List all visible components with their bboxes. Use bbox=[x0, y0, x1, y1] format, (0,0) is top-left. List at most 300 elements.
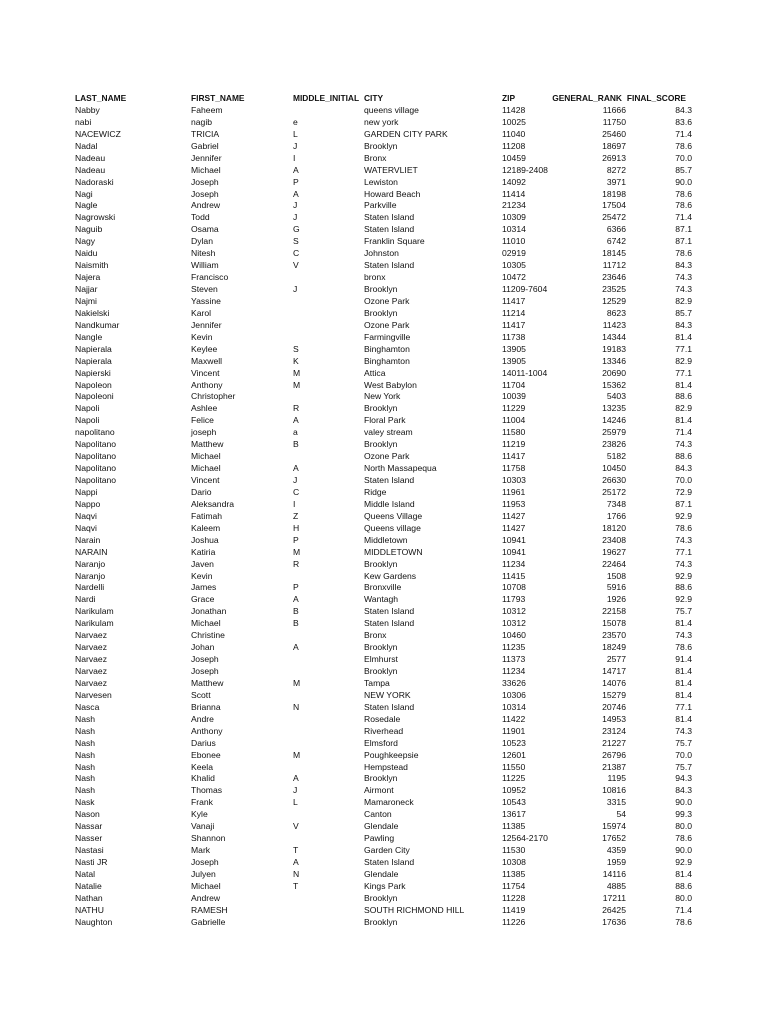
cell-final-score: 72.9 bbox=[675, 486, 692, 497]
cell-zip: 11417 bbox=[502, 319, 526, 330]
cell-final-score: 74.3 bbox=[675, 272, 692, 283]
cell-final-score: 78.6 bbox=[675, 188, 692, 199]
cell-general-rank: 1508 bbox=[606, 570, 626, 581]
cell-general-rank: 20690 bbox=[602, 367, 626, 378]
table-row bbox=[0, 881, 770, 893]
cell-city: Farmingville bbox=[364, 331, 411, 342]
cell-final-score: 78.6 bbox=[675, 916, 692, 927]
cell-first-name: nagib bbox=[191, 116, 213, 127]
cell-first-name: Michael bbox=[191, 463, 221, 474]
cell-final-score: 82.9 bbox=[675, 355, 692, 366]
cell-first-name: Darius bbox=[191, 737, 216, 748]
cell-first-name: Joseph bbox=[191, 188, 219, 199]
cell-first-name: Joshua bbox=[191, 534, 219, 545]
cell-zip: 11901 bbox=[502, 725, 526, 736]
cell-last-name: Napolitano bbox=[75, 463, 117, 474]
cell-last-name: Naismith bbox=[75, 260, 109, 271]
cell-final-score: 78.6 bbox=[675, 200, 692, 211]
cell-general-rank: 13235 bbox=[602, 403, 626, 414]
cell-city: WATERVLIET bbox=[364, 164, 418, 175]
cell-middle-initial: A bbox=[293, 594, 299, 605]
table-row bbox=[0, 582, 770, 594]
cell-general-rank: 10816 bbox=[602, 785, 626, 796]
cell-final-score: 70.0 bbox=[675, 749, 692, 760]
table-row bbox=[0, 200, 770, 212]
cell-first-name: Khalid bbox=[191, 773, 215, 784]
cell-last-name: Narvaez bbox=[75, 677, 107, 688]
cell-final-score: 80.0 bbox=[675, 821, 692, 832]
cell-zip: 10472 bbox=[502, 272, 526, 283]
cell-final-score: 75.7 bbox=[675, 737, 692, 748]
cell-final-score: 81.4 bbox=[675, 618, 692, 629]
cell-general-rank: 23525 bbox=[602, 284, 626, 294]
cell-city: Poughkeepsie bbox=[364, 749, 419, 760]
cell-zip: 11427 bbox=[502, 522, 526, 533]
cell-last-name: Nask bbox=[75, 797, 95, 808]
cell-final-score: 92.9 bbox=[675, 857, 692, 867]
cell-middle-initial: A bbox=[293, 463, 299, 474]
cell-zip: 11226 bbox=[502, 916, 526, 927]
cell-middle-initial: P bbox=[293, 176, 299, 187]
cell-last-name: Napolitano bbox=[75, 439, 117, 450]
cell-first-name: Francisco bbox=[191, 272, 229, 283]
cell-first-name: Matthew bbox=[191, 677, 224, 688]
cell-zip: 11550 bbox=[502, 761, 526, 772]
cell-last-name: Nasti JR bbox=[75, 857, 108, 867]
cell-last-name: Nagy bbox=[75, 236, 96, 247]
cell-zip: 10314 bbox=[502, 701, 526, 712]
cell-middle-initial: M bbox=[293, 749, 301, 760]
cell-general-rank: 22158 bbox=[602, 606, 626, 617]
cell-last-name: Narvaez bbox=[75, 654, 107, 665]
cell-final-score: 78.6 bbox=[675, 833, 692, 844]
cell-final-score: 84.3 bbox=[675, 104, 692, 115]
cell-general-rank: 15362 bbox=[602, 379, 626, 390]
cell-last-name: Nash bbox=[75, 749, 96, 760]
cell-first-name: Andre bbox=[191, 713, 214, 724]
cell-middle-initial: C bbox=[293, 248, 300, 259]
cell-middle-initial: A bbox=[293, 188, 299, 199]
cell-last-name: nabi bbox=[75, 116, 92, 127]
cell-final-score: 71.4 bbox=[675, 904, 692, 915]
cell-middle-initial: H bbox=[293, 522, 300, 533]
spreadsheet-table bbox=[0, 93, 770, 929]
cell-city: Ozone Park bbox=[364, 451, 410, 462]
cell-last-name: Nardi bbox=[75, 594, 96, 605]
cell-zip: 10303 bbox=[502, 475, 526, 485]
cell-general-rank: 20746 bbox=[602, 701, 626, 712]
cell-final-score: 90.0 bbox=[675, 797, 692, 808]
cell-city: NEW YORK bbox=[364, 689, 411, 700]
cell-city: Middle Island bbox=[364, 498, 415, 509]
cell-general-rank: 23124 bbox=[602, 725, 626, 736]
cell-city: Brooklyn bbox=[364, 773, 398, 784]
cell-general-rank: 5916 bbox=[606, 582, 626, 593]
cell-city: Binghamton bbox=[364, 355, 410, 366]
cell-final-score: 77.1 bbox=[675, 343, 692, 354]
table-row bbox=[0, 666, 770, 678]
table-row bbox=[0, 439, 770, 451]
cell-middle-initial: N bbox=[293, 701, 300, 712]
cell-middle-initial: J bbox=[293, 140, 298, 151]
cell-last-name: napolitano bbox=[75, 427, 115, 438]
cell-general-rank: 12529 bbox=[602, 295, 626, 306]
cell-first-name: Andrew bbox=[191, 892, 221, 903]
table-row bbox=[0, 535, 770, 547]
cell-city: Brooklyn bbox=[364, 916, 398, 927]
cell-zip: 11229 bbox=[502, 403, 526, 414]
header-last-name: LAST_NAME bbox=[75, 93, 127, 103]
table-row bbox=[0, 857, 770, 869]
cell-zip: 11373 bbox=[502, 654, 526, 665]
cell-final-score: 81.4 bbox=[675, 868, 692, 879]
cell-final-score: 78.6 bbox=[675, 140, 692, 151]
cell-middle-initial: G bbox=[293, 224, 300, 235]
header-middle-initial: MIDDLE_INITIAL bbox=[293, 93, 360, 103]
cell-city: Parkville bbox=[364, 200, 397, 211]
cell-city: Ridge bbox=[364, 486, 387, 497]
cell-zip: 11738 bbox=[502, 331, 526, 342]
cell-first-name: Joseph bbox=[191, 666, 219, 676]
cell-general-rank: 8272 bbox=[606, 164, 626, 175]
cell-first-name: Gabrielle bbox=[191, 916, 226, 927]
cell-last-name: Narvaez bbox=[75, 630, 107, 641]
table-row bbox=[0, 833, 770, 845]
cell-final-score: 82.9 bbox=[675, 403, 692, 414]
cell-first-name: Ashlee bbox=[191, 403, 218, 414]
cell-first-name: Todd bbox=[191, 212, 210, 223]
cell-zip: 10308 bbox=[502, 857, 526, 867]
cell-city: queens village bbox=[364, 104, 419, 115]
table-row bbox=[0, 630, 770, 642]
cell-general-rank: 19183 bbox=[602, 343, 626, 354]
cell-first-name: Michael bbox=[191, 618, 221, 629]
cell-last-name: Najera bbox=[75, 272, 101, 283]
cell-final-score: 94.3 bbox=[675, 773, 692, 784]
cell-middle-initial: P bbox=[293, 582, 299, 593]
cell-last-name: Nadoraski bbox=[75, 176, 114, 187]
cell-final-score: 81.4 bbox=[675, 379, 692, 390]
table-row bbox=[0, 571, 770, 583]
table-row bbox=[0, 690, 770, 702]
cell-final-score: 91.4 bbox=[675, 654, 692, 665]
cell-last-name: Nathan bbox=[75, 892, 103, 903]
cell-final-score: 88.6 bbox=[675, 582, 692, 593]
cell-city: MIDDLETOWN bbox=[364, 546, 423, 557]
cell-first-name: Keylee bbox=[191, 343, 218, 354]
cell-middle-initial: A bbox=[293, 857, 299, 867]
cell-city: Brooklyn bbox=[364, 558, 398, 569]
cell-general-rank: 1959 bbox=[606, 857, 626, 867]
cell-middle-initial: Z bbox=[293, 510, 299, 521]
table-body bbox=[0, 105, 770, 929]
table-row bbox=[0, 177, 770, 189]
cell-middle-initial: S bbox=[293, 236, 299, 247]
cell-first-name: Michael bbox=[191, 451, 221, 462]
cell-general-rank: 18145 bbox=[602, 248, 626, 259]
cell-general-rank: 17504 bbox=[602, 200, 626, 211]
cell-first-name: Fatimah bbox=[191, 510, 223, 521]
cell-first-name: Shannon bbox=[191, 833, 226, 844]
cell-last-name: Naranjo bbox=[75, 570, 106, 581]
header-city: CITY bbox=[364, 93, 384, 103]
cell-zip: 11419 bbox=[502, 904, 526, 915]
cell-middle-initial: I bbox=[293, 152, 296, 163]
cell-general-rank: 5182 bbox=[606, 451, 626, 462]
table-row bbox=[0, 738, 770, 750]
cell-last-name: Narain bbox=[75, 534, 101, 545]
cell-first-name: Dario bbox=[191, 486, 212, 497]
cell-general-rank: 25979 bbox=[602, 427, 626, 438]
cell-final-score: 81.4 bbox=[675, 713, 692, 724]
cell-zip: 13905 bbox=[502, 343, 526, 354]
table-row bbox=[0, 344, 770, 356]
cell-middle-initial: K bbox=[293, 355, 299, 366]
cell-final-score: 82.9 bbox=[675, 295, 692, 306]
cell-city: Bronx bbox=[364, 630, 387, 641]
cell-zip: 10039 bbox=[502, 391, 526, 402]
cell-middle-initial: A bbox=[293, 773, 299, 784]
cell-last-name: Narvesen bbox=[75, 689, 112, 700]
cell-city: Brooklyn bbox=[364, 307, 398, 318]
cell-first-name: Julyen bbox=[191, 868, 216, 879]
cell-city: Queens village bbox=[364, 522, 421, 533]
cell-middle-initial: R bbox=[293, 558, 300, 569]
cell-zip: 12564-2170 bbox=[502, 833, 548, 844]
cell-city: Staten Island bbox=[364, 857, 415, 867]
cell-middle-initial: B bbox=[293, 439, 299, 450]
cell-final-score: 84.3 bbox=[675, 463, 692, 474]
cell-zip: 11228 bbox=[502, 892, 526, 903]
cell-city: Airmont bbox=[364, 785, 394, 796]
cell-city: Staten Island bbox=[364, 618, 415, 629]
cell-city: Pawling bbox=[364, 833, 395, 844]
table-row bbox=[0, 356, 770, 368]
table-row bbox=[0, 451, 770, 463]
cell-general-rank: 18249 bbox=[602, 642, 626, 653]
cell-last-name: Narvaez bbox=[75, 642, 107, 653]
cell-first-name: Faheem bbox=[191, 104, 223, 115]
cell-zip: 11953 bbox=[502, 498, 526, 509]
cell-first-name: James bbox=[191, 582, 217, 593]
cell-general-rank: 3315 bbox=[606, 797, 626, 808]
cell-last-name: Natalie bbox=[75, 880, 102, 891]
cell-general-rank: 19627 bbox=[602, 546, 626, 557]
cell-first-name: Felice bbox=[191, 415, 214, 426]
cell-zip: 12601 bbox=[502, 749, 526, 760]
table-row bbox=[0, 559, 770, 571]
table-row bbox=[0, 284, 770, 296]
cell-general-rank: 11750 bbox=[602, 116, 626, 127]
cell-zip: 10306 bbox=[502, 689, 526, 700]
table-row bbox=[0, 726, 770, 738]
table-row bbox=[0, 320, 770, 332]
table-row bbox=[0, 272, 770, 284]
cell-general-rank: 54 bbox=[616, 809, 626, 820]
cell-first-name: Kaleem bbox=[191, 522, 221, 533]
cell-last-name: Nastasi bbox=[75, 845, 104, 856]
cell-zip: 11417 bbox=[502, 451, 526, 462]
cell-middle-initial: L bbox=[293, 128, 298, 139]
table-row bbox=[0, 702, 770, 714]
cell-last-name: Naqvi bbox=[75, 522, 97, 533]
cell-first-name: Kevin bbox=[191, 331, 213, 342]
table-row bbox=[0, 893, 770, 905]
cell-final-score: 70.0 bbox=[675, 152, 692, 163]
cell-zip: 11704 bbox=[502, 379, 526, 390]
cell-last-name: Napolitano bbox=[75, 475, 117, 485]
cell-first-name: Karol bbox=[191, 307, 212, 318]
cell-final-score: 70.0 bbox=[675, 475, 692, 485]
header-general-rank: GENERAL_RANK bbox=[552, 93, 622, 103]
cell-last-name: Natal bbox=[75, 868, 96, 879]
cell-last-name: Nappo bbox=[75, 498, 101, 509]
cell-first-name: Kyle bbox=[191, 809, 208, 820]
table-row bbox=[0, 332, 770, 344]
table-row bbox=[0, 750, 770, 762]
cell-last-name: Nabby bbox=[75, 104, 100, 115]
cell-middle-initial: S bbox=[293, 343, 299, 354]
cell-zip: 11004 bbox=[502, 415, 526, 426]
cell-last-name: Nash bbox=[75, 773, 96, 784]
cell-zip: 11040 bbox=[502, 128, 526, 139]
cell-first-name: Michael bbox=[191, 164, 221, 175]
cell-city: Kew Gardens bbox=[364, 570, 417, 581]
cell-zip: 33626 bbox=[502, 677, 526, 688]
cell-first-name: Joseph bbox=[191, 857, 219, 867]
cell-general-rank: 21227 bbox=[602, 737, 626, 748]
cell-last-name: Nason bbox=[75, 809, 100, 820]
cell-city: Riverhead bbox=[364, 725, 404, 736]
cell-final-score: 74.3 bbox=[675, 439, 692, 450]
cell-middle-initial: I bbox=[293, 498, 296, 509]
table-row bbox=[0, 785, 770, 797]
cell-general-rank: 17652 bbox=[602, 833, 626, 844]
cell-general-rank: 25460 bbox=[602, 128, 626, 139]
cell-zip: 10941 bbox=[502, 534, 526, 545]
cell-last-name: Narikulam bbox=[75, 606, 114, 617]
cell-first-name: Christopher bbox=[191, 391, 236, 402]
cell-first-name: Vanaji bbox=[191, 821, 215, 832]
table-row bbox=[0, 129, 770, 141]
cell-zip: 11417 bbox=[502, 295, 526, 306]
cell-middle-initial: V bbox=[293, 821, 299, 832]
cell-general-rank: 5403 bbox=[606, 391, 626, 402]
table-header-row bbox=[0, 93, 770, 105]
table-row bbox=[0, 105, 770, 117]
cell-first-name: Frank bbox=[191, 797, 213, 808]
cell-zip: 11234 bbox=[502, 666, 526, 676]
table-row bbox=[0, 117, 770, 129]
cell-zip: 13617 bbox=[502, 809, 526, 820]
table-row bbox=[0, 714, 770, 726]
cell-city: Rosedale bbox=[364, 713, 401, 724]
cell-middle-initial: A bbox=[293, 415, 299, 426]
cell-final-score: 90.0 bbox=[675, 176, 692, 187]
header-zip: ZIP bbox=[502, 93, 516, 103]
cell-first-name: Kevin bbox=[191, 570, 213, 581]
cell-final-score: 83.6 bbox=[675, 116, 692, 127]
cell-final-score: 87.1 bbox=[675, 498, 692, 509]
cell-city: Staten Island bbox=[364, 260, 415, 271]
cell-first-name: Brianna bbox=[191, 701, 221, 712]
cell-city: Ozone Park bbox=[364, 295, 410, 306]
cell-first-name: William bbox=[191, 260, 219, 271]
cell-middle-initial: N bbox=[293, 868, 300, 879]
cell-general-rank: 4359 bbox=[606, 845, 626, 856]
table-row bbox=[0, 487, 770, 499]
cell-first-name: Ebonee bbox=[191, 749, 221, 760]
cell-zip: 11234 bbox=[502, 558, 526, 569]
cell-city: Brooklyn bbox=[364, 439, 398, 450]
cell-general-rank: 26425 bbox=[602, 904, 626, 915]
cell-final-score: 74.3 bbox=[675, 534, 692, 545]
cell-general-rank: 11423 bbox=[602, 319, 626, 330]
cell-final-score: 74.3 bbox=[675, 725, 692, 736]
cell-city: Floral Park bbox=[364, 415, 406, 426]
cell-last-name: Nasca bbox=[75, 701, 100, 712]
cell-first-name: Christine bbox=[191, 630, 225, 641]
cell-zip: 11793 bbox=[502, 594, 526, 605]
cell-zip: 21234 bbox=[502, 200, 526, 211]
cell-middle-initial: M bbox=[293, 677, 301, 688]
table-row bbox=[0, 391, 770, 403]
cell-general-rank: 11712 bbox=[602, 260, 626, 271]
cell-zip: 11010 bbox=[502, 236, 526, 247]
table-row bbox=[0, 165, 770, 177]
cell-middle-initial: M bbox=[293, 546, 301, 557]
cell-general-rank: 17636 bbox=[602, 916, 626, 927]
table-row bbox=[0, 762, 770, 774]
table-row bbox=[0, 594, 770, 606]
cell-last-name: Nadeau bbox=[75, 152, 106, 163]
table-row bbox=[0, 415, 770, 427]
cell-general-rank: 14116 bbox=[602, 868, 626, 879]
cell-last-name: Nagi bbox=[75, 188, 93, 199]
cell-first-name: Joseph bbox=[191, 176, 219, 187]
cell-middle-initial: B bbox=[293, 606, 299, 617]
cell-middle-initial: A bbox=[293, 642, 299, 653]
cell-zip: 11209-7604 bbox=[502, 284, 548, 294]
cell-last-name: Nadeau bbox=[75, 164, 106, 175]
cell-first-name: Matthew bbox=[191, 439, 224, 450]
cell-first-name: Thomas bbox=[191, 785, 223, 796]
table-row bbox=[0, 260, 770, 272]
cell-final-score: 81.4 bbox=[675, 415, 692, 426]
cell-final-score: 81.4 bbox=[675, 689, 692, 700]
cell-last-name: Nakielski bbox=[75, 307, 110, 318]
cell-city: Brooklyn bbox=[364, 666, 398, 676]
cell-city: valey stream bbox=[364, 427, 413, 438]
cell-first-name: Jennifer bbox=[191, 152, 222, 163]
cell-middle-initial: J bbox=[293, 475, 298, 485]
cell-first-name: Yassine bbox=[191, 295, 221, 306]
table-row bbox=[0, 917, 770, 929]
table-row bbox=[0, 153, 770, 165]
table-row bbox=[0, 224, 770, 236]
cell-last-name: Naguib bbox=[75, 224, 103, 235]
cell-zip: 14011-1004 bbox=[502, 367, 548, 378]
cell-last-name: Napierala bbox=[75, 343, 112, 354]
cell-final-score: 77.1 bbox=[675, 367, 692, 378]
cell-city: New York bbox=[364, 391, 401, 402]
cell-city: Mamaroneck bbox=[364, 797, 414, 808]
cell-final-score: 92.9 bbox=[675, 594, 692, 605]
cell-final-score: 78.6 bbox=[675, 248, 692, 259]
cell-first-name: RAMESH bbox=[191, 904, 228, 915]
cell-general-rank: 14953 bbox=[602, 713, 626, 724]
cell-city: Garden City bbox=[364, 845, 410, 856]
